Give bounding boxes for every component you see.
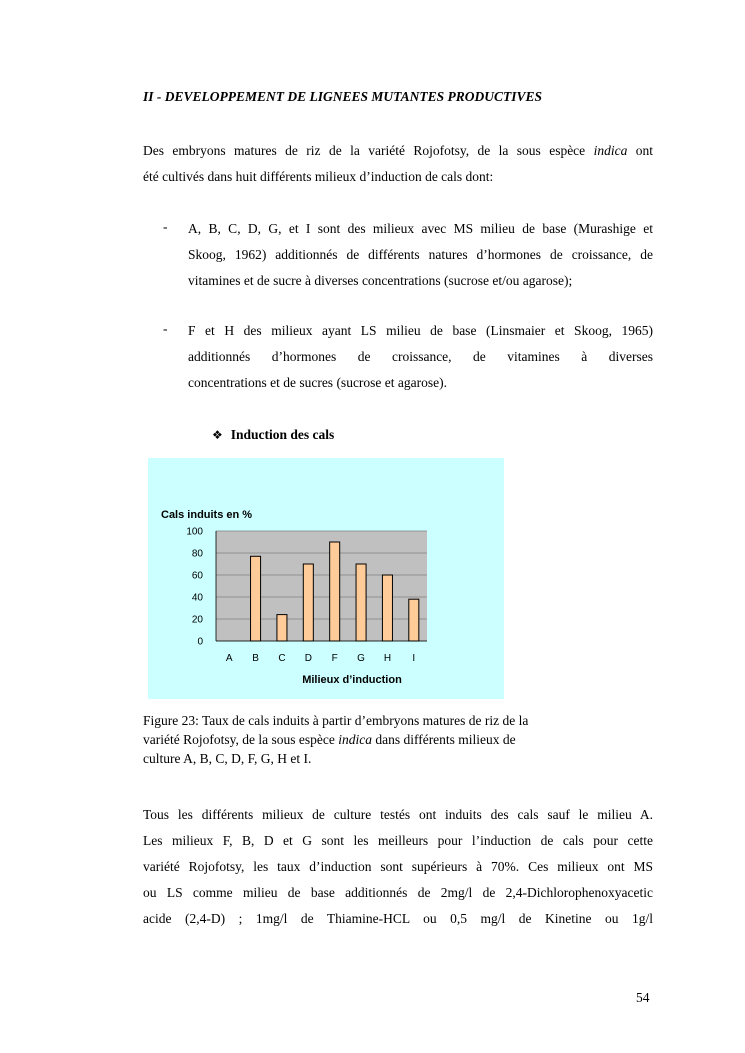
diamond-bullet-icon: ❖ — [212, 428, 223, 442]
subheading — [212, 427, 334, 443]
y-tick-label: 60 — [191, 570, 203, 582]
bullet-2-line-2: additionnés d’hormones de croissance, de vitamines à diverses — [188, 349, 653, 364]
x-tick-label: D — [304, 653, 312, 664]
x-tick-label: A — [225, 653, 233, 664]
bullet-1-line-3: vitamines et de sucre à diverses concentrations (sucrose et/ou agarose); — [188, 273, 573, 288]
chart-svg — [148, 458, 504, 699]
caption-line-1: Figure 23: Taux de cals induits à partir d’embryons matures de riz de la — [143, 713, 529, 728]
conclusion-line-2: Les milieux F, B, D et G sont les meilleurs pour l’induction de cals pour cette — [143, 833, 653, 848]
conclusion-line-5: acide (2,4-D) ; 1mg/l de Thiamine-HCL ou 0,5 mg/l de Kinetine ou 1g/l — [143, 911, 653, 926]
subheading-text: Induction des cals — [230, 427, 335, 442]
x-tick-label: H — [383, 653, 392, 664]
conclusion-line-4: ou LS comme milieu de base additionnés de 2mg/l de 2,4-Dichlorophenoxyacetic — [143, 885, 653, 900]
figure-caption — [143, 711, 583, 768]
intro-italic-term: indica — [593, 143, 628, 158]
y-tick-label: 0 — [197, 636, 203, 648]
caption-text-b: dans différents milieux de — [371, 732, 516, 747]
conclusion-paragraph — [143, 802, 653, 932]
caption-line-2 — [143, 730, 583, 749]
bullet-1-line-1: A, B, C, D, G, et I sont des milieux avec MS milieu de base (Murashige et — [188, 221, 653, 236]
bar-G — [356, 564, 366, 641]
x-tick-label: F — [331, 653, 338, 664]
x-tick-label: G — [357, 653, 365, 664]
intro-line-2: été cultivés dans huit différents milieux d’induction de cals dont: — [143, 169, 494, 184]
intro-text-b: ont — [627, 143, 653, 158]
bar-chart — [148, 458, 504, 699]
bullet-item-2 — [188, 318, 653, 396]
y-tick-label: 40 — [191, 592, 203, 604]
section-heading: II - DEVELOPPEMENT DE LIGNEES MUTANTES PRODUCTIVES — [143, 89, 543, 104]
y-tick-label: 100 — [186, 526, 203, 538]
bullet-dash: - — [163, 321, 168, 336]
x-axis-ticks — [226, 653, 415, 664]
intro-paragraph — [143, 138, 653, 190]
plot-area — [216, 531, 427, 641]
bar-H — [382, 575, 392, 641]
x-tick-label: B — [252, 653, 259, 664]
caption-line-3: culture A, B, C, D, F, G, H et I. — [143, 751, 312, 766]
x-axis-label: Milieux d’induction — [302, 674, 402, 686]
bullet-2-line-3: concentrations et de sucres (sucrose et agarose). — [188, 375, 448, 390]
bullet-item-1 — [188, 216, 653, 294]
intro-line-1 — [143, 138, 653, 164]
conclusion-line-3: variété Rojofotsy, les taux d’induction sont supérieurs à 70%. Ces milieux ont MS — [143, 859, 653, 874]
bar-I — [409, 599, 419, 641]
page-number: 54 — [636, 990, 650, 1005]
y-tick-label: 20 — [191, 614, 203, 626]
bar-D — [303, 564, 313, 641]
y-axis-ticks — [186, 527, 203, 648]
intro-text-a: Des embryons matures de riz de la variété Rojofotsy, de la sous espèce — [143, 143, 594, 158]
bullet-1-line-2: Skoog, 1962) additionnés de différents natures d’hormones de croissance, de — [188, 247, 653, 262]
bullet-dash: - — [163, 219, 168, 234]
caption-italic-term: indica — [338, 732, 372, 747]
bar-B — [251, 556, 261, 641]
y-tick-label: 80 — [191, 548, 203, 560]
x-tick-label: C — [278, 653, 286, 664]
bar-C — [277, 615, 287, 641]
bar-F — [330, 542, 340, 641]
x-tick-label: I — [412, 653, 416, 664]
y-axis-label: Cals induits en % — [161, 509, 253, 521]
conclusion-line-1: Tous les différents milieux de culture testés ont induits des cals sauf le milieu A. — [143, 807, 653, 822]
caption-text-a: variété Rojofotsy, de la sous espèce — [143, 732, 339, 747]
bullet-2-line-1: F et H des milieux ayant LS milieu de base (Linsmaier et Skoog, 1965) — [188, 323, 653, 338]
